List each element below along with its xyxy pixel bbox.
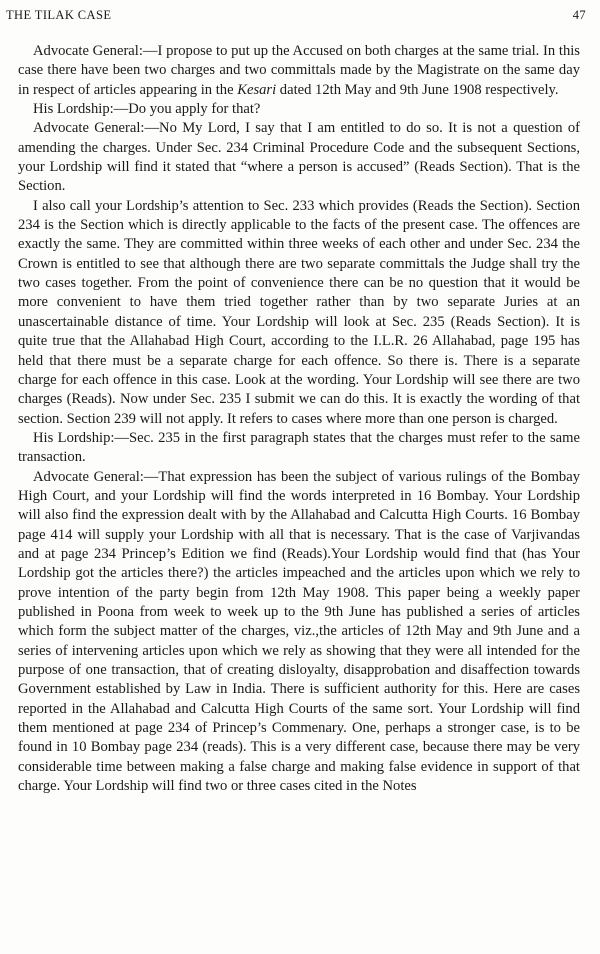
text-segment: Advocate General:—No My Lord, I say that I am entitled to do so. It is not a question of amending the charges. Under Sec. 234 Criminal Procedure Code and the subsequent Sections, your Lordship will find it stated that “where a person is accused” (Reads Section). That is the Section.	[18, 120, 580, 195]
text-segment: Advocate General:—I propose to put up the Accused on both charges at the same trial. In this case there have been two charges and two committals made by the Magistrate on the same day in respect of articles appearing in the	[18, 43, 580, 98]
text-segment: His Lordship:—Do you apply for that?	[33, 101, 261, 118]
text-segment: Advocate General:—That expression has been the subject of various rulings of the Bombay High Court, and your Lordship will find the words interpreted in 16 Bombay. Your Lordship will also find the expression dealt with by the Allahabad and Calcutta High Courts. 16 Bombay page 414 will supply your Lordship with all that is necessary. That is the case of Varjivandas and at page 234 Princep’s Edition we find (Reads).Your Lordship would find that (has Your Lordship got the articles there?) the articles impeached and the articles upon which we rely to prove intention of the party begin from 12th May 1908. This paper being a weekly paper published in Poona from week to week up to the 9th June has published a series of articles which form the subject matter of the charges, viz.,the articles of 12th May and 9th June and a series of intervening articles upon which we rely as showing that they were all intended for the purpose of one transaction, that of creating disloyalty, disapprobation and disaffection towards Government established by Law in India. There is sufficient authority for this. Here are cases reported in the Allahabad and Calcutta High Courts of the same sort. Your Lordship will find them mentioned at page 234 of Princep’s Commenary. One, perhaps a stronger case, is to be found in 10 Bombay page 234 (reads). This is a very different case, because there may be very considerable time between making a false charge and making false evidence in support of that charge. Your Lordship will find two or three cases cited in the Notes	[18, 468, 580, 795]
paragraph	[18, 197, 580, 429]
italic-text-segment: Kesari	[237, 81, 277, 98]
running-title: THE TILAK CASE	[6, 8, 112, 22]
page-number: 47	[572, 8, 586, 22]
body-text	[18, 42, 580, 796]
paragraph	[18, 42, 580, 100]
paragraph	[18, 429, 580, 468]
running-head	[6, 8, 586, 26]
paragraph	[18, 100, 580, 119]
text-segment: dated 12th May and 9th June 1908 respectively.	[276, 81, 559, 98]
paragraph	[18, 468, 580, 797]
paragraph	[18, 119, 580, 196]
text-segment: I also call your Lordship’s attention to Sec. 233 which provides (Reads the Section). Section 234 is the Section which is directly applicable to the facts of the present case. The offences are exactly the same. They are committed within three weeks of each other and under Sec. 234 the Crown is entitled to see that although there are two separate committals the Judge shall try the two cases together. From the point of convenience there can be no question that it would be more convenient to have them tried together rather than by two separate Juries at an unascertainable distance of time. Your Lordship will look at Sec. 235 (Reads Section). It is quite true that the Allahabad High Court, according to the I.L.R. 26 Allahabad, page 195 has held that there must be a separate charge for each offence. So there is. There is a separate charge for each offence in this case. Look at the wording. Your Lordship will see there are two charges (Reads). Now under Sec. 235 I submit we can do this. It is exactly the wording of that section. Section 239 will not apply. It refers to cases where more than one person is charged.	[18, 197, 580, 427]
text-segment: His Lordship:—Sec. 235 in the first paragraph states that the charges must refer to the same transaction.	[18, 429, 580, 466]
